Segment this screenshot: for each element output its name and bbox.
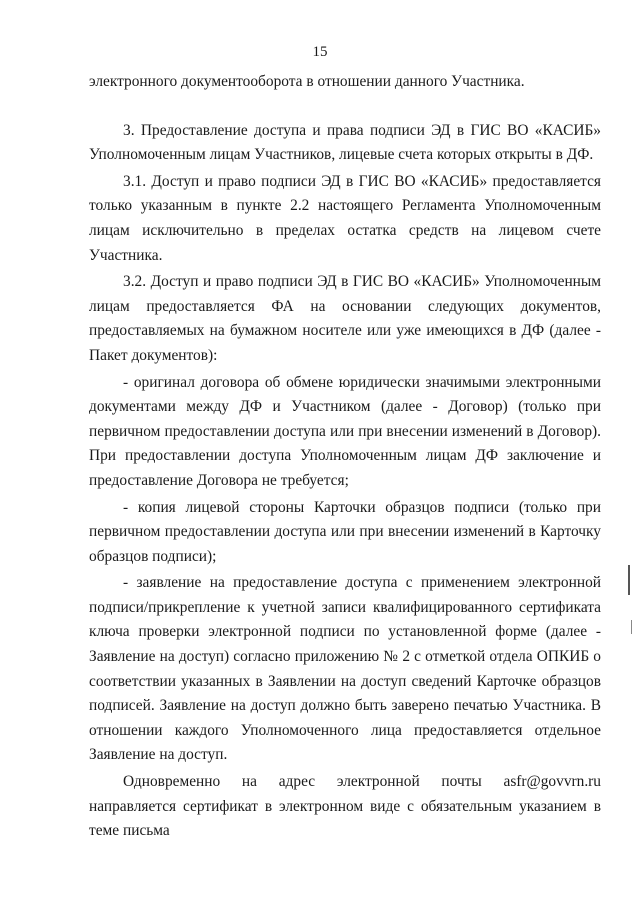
list-item-signature-card: - копия лицевой стороны Карточки образцов подписи (только при первичном предоставлении доступа или при внесении изменений в Карточку образцов подписи); <box>89 498 601 565</box>
paragraph-3-2: 3.2. Доступ и право подписи ЭД в ГИС ВО «КАСИБ» Уполномоченным лицам предоставляется ФА на основании следующих документов, предоставляемых на бумажном носителе или уже имеющихся в ДФ (далее - Пакет документов): <box>89 273 601 364</box>
paragraph-email-certificate: Одновременно на адрес электронной почты asfr@govvrn.ru направляется сертификат в электронном виде с обязательным указанием в теме письма <box>89 773 601 840</box>
paragraph-3-1: 3.1. Доступ и право подписи ЭД в ГИС ВО «КАСИБ» предоставляется только указанным в пункте 2.2 настоящего Регламента Уполномоченным лицам исключительно в пределах остатка средств на лицевом счете Участника. <box>89 172 601 264</box>
list-item-contract: - оригинал договора об обмене юридически значимыми электронными документами между ДФ и Участником (далее - Договор) (только при первичном предоставлении доступа или при внесении изменений в Договор). При предоставлении доступа Уполномоченным лицам ДФ заключение и предоставление Договора не требуется; <box>89 373 601 489</box>
scan-artifact <box>628 565 630 595</box>
document-body <box>89 70 601 844</box>
section-3-heading: 3. Предоставление доступа и права подписи ЭД в ГИС ВО «КАСИБ» Уполномоченным лицам Участников, лицевые счета которых открыты в ДФ. <box>89 121 601 164</box>
page-number: 15 <box>312 44 328 60</box>
scan-artifact <box>631 620 632 634</box>
list-item-access-application: - заявление на предоставление доступа с применением электронной подписи/прикрепление к учетной записи квалифицированного сертификата ключа проверки электронной подписи по установленной форме (далее - Заявление на доступ) согласно приложению № 2 с отметкой отдела ОПКИБ о соответствии указанных в Заявлении на доступ сведений Карточке образцов подписей. Заявление на доступ должно быть заверено печатью Участника. В отношении каждого Уполномоченного лица предоставляется отдельное Заявление на доступ. <box>89 574 601 764</box>
paragraph-continuation: электронного документооборота в отношении данного Участника. <box>89 73 525 90</box>
